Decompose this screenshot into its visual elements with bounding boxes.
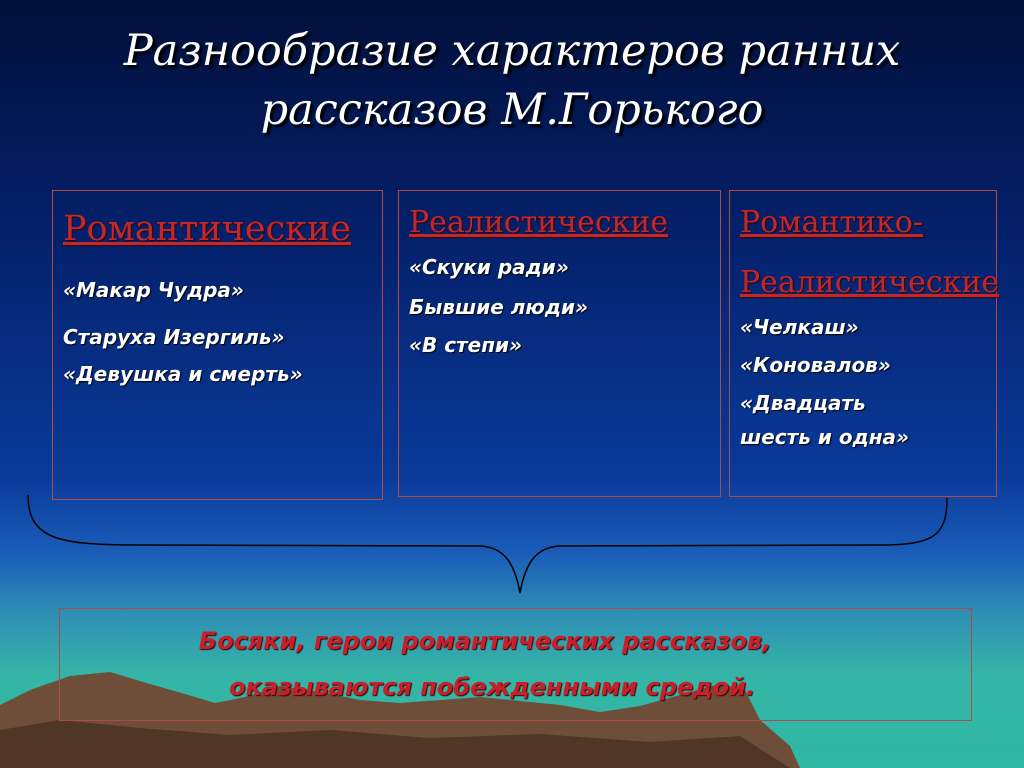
title-line-2: рассказов М.Горького — [260, 85, 764, 135]
story-item: «В степи» — [409, 333, 523, 357]
story-item: «Коновалов» — [740, 353, 891, 377]
story-item: шесть и одна» — [740, 425, 910, 449]
story-item: «Двадцать — [740, 391, 866, 415]
story-item: «Скуки ради» — [409, 255, 569, 279]
column-romantic-realistic — [729, 190, 1000, 497]
column-heading-romantic-realistic-line1: Романтико- — [740, 205, 924, 240]
column-romantic — [52, 190, 383, 500]
story-item: «Челкаш» — [740, 315, 859, 339]
curly-brace — [28, 495, 947, 593]
column-realistic — [398, 190, 721, 497]
column-heading-romantic-realistic-line2: Реалистические — [740, 265, 1000, 300]
title-line-1: Разнообразие характеров ранних — [123, 26, 901, 76]
conclusion-line-1: Босяки, герои романтических рассказов, — [198, 627, 772, 655]
column-heading-romantic: Романтические — [63, 209, 352, 249]
slide-title — [0, 22, 1024, 140]
conclusion-text — [0, 618, 970, 710]
story-item: «Макар Чудра» — [63, 278, 244, 302]
story-item: Старуха Изергиль» — [63, 325, 285, 349]
story-item: «Девушка и смерть» — [63, 362, 303, 386]
conclusion-line-2: оказываются побежденными средой. — [228, 673, 756, 701]
column-heading-realistic: Реалистические — [409, 205, 669, 240]
story-item: Бывшие люди» — [409, 295, 589, 319]
